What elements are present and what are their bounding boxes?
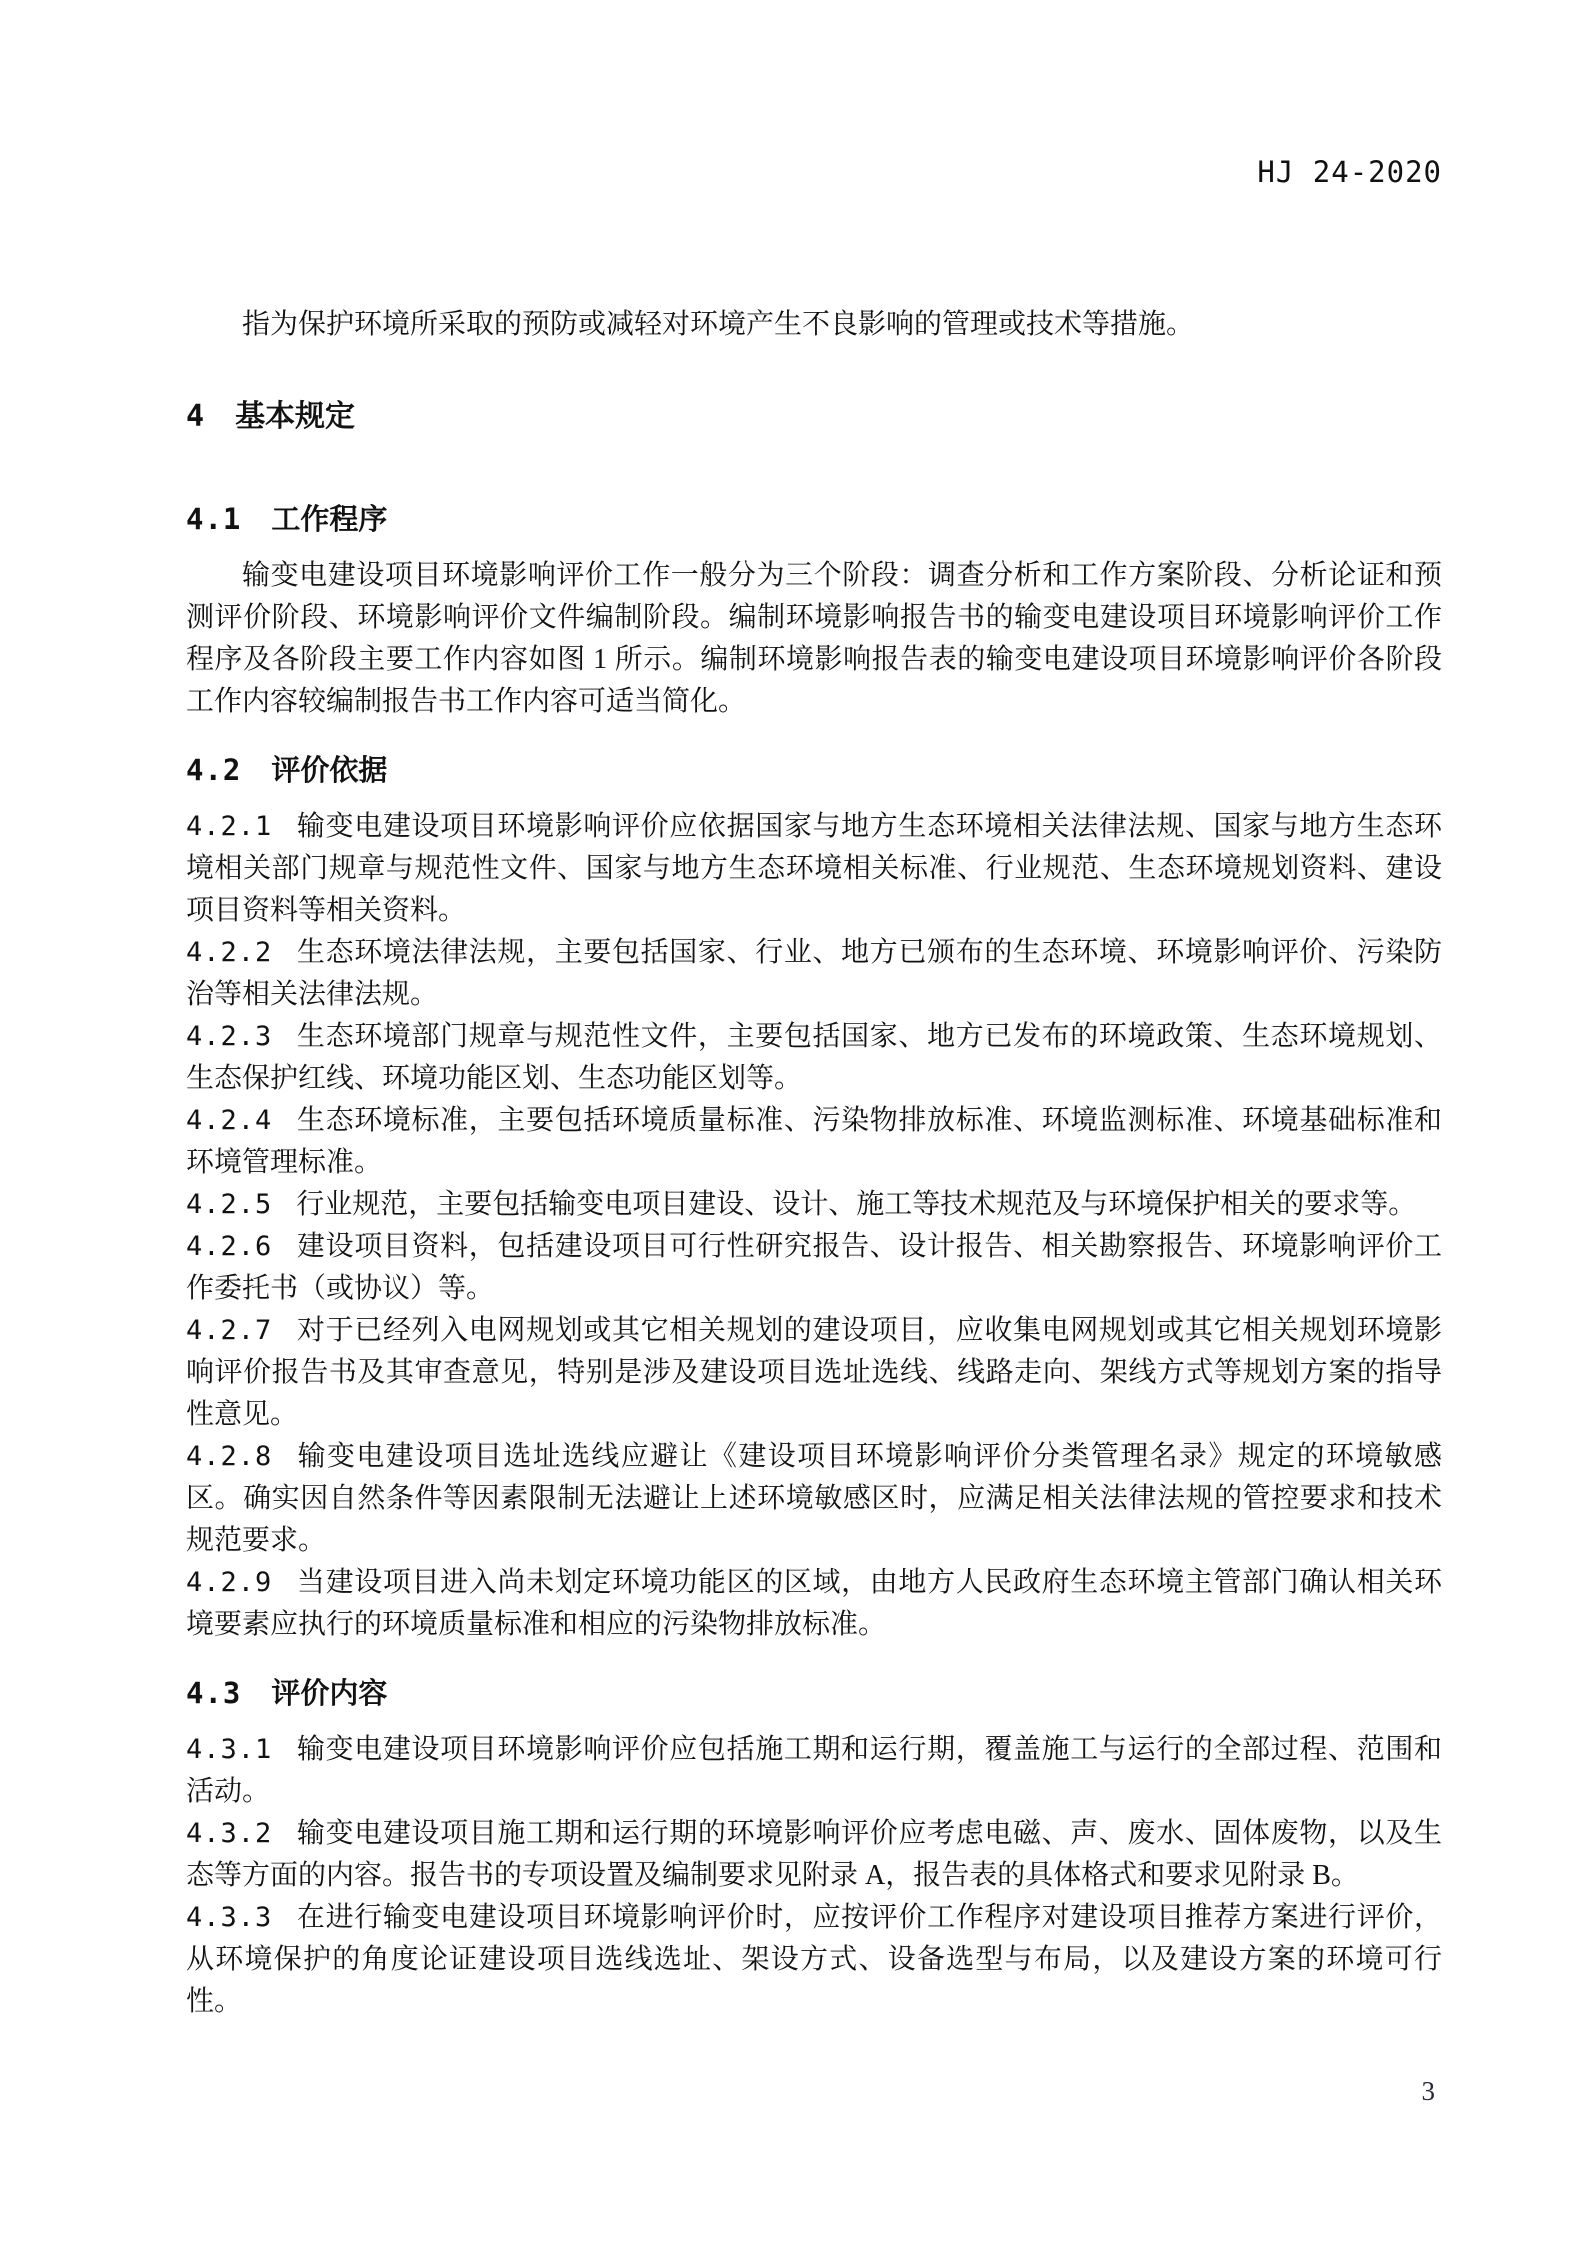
clause-text: 输变电建设项目施工期和运行期的环境影响评价应考虑电磁、声、废水、固体废物，以及生态等方面的内容。报告书的专项设置及编制要求见附录 A，报告表的具体格式和要求见附录 B。 <box>186 1818 1442 1891</box>
clause-number: 4.2.6 <box>186 1231 273 1262</box>
subsection-title: 评价依据 <box>271 755 388 787</box>
subsection-heading-4-1 <box>186 498 1442 541</box>
subsection-number: 4.2 <box>186 753 242 787</box>
clause-4-3-1 <box>186 1729 1442 1813</box>
subsection-number: 4.3 <box>186 1676 242 1710</box>
section-heading-4 <box>186 396 1442 438</box>
clause-number: 4.3.1 <box>186 1734 273 1765</box>
clause-4-3-3 <box>186 1897 1442 2023</box>
subsection-number: 4.1 <box>186 502 242 536</box>
clause-4-2-7 <box>186 1310 1442 1436</box>
page-number: 3 <box>1421 2076 1435 2106</box>
subsection-heading-4-2 <box>186 749 1442 792</box>
clause-number: 4.2.9 <box>186 1567 273 1598</box>
clause-number: 4.2.5 <box>186 1189 273 1220</box>
clause-text: 建设项目资料，包括建设项目可行性研究报告、设计报告、相关勘察报告、环境影响评价工作委托书（或协议）等。 <box>186 1231 1442 1304</box>
clause-number: 4.2.4 <box>186 1105 273 1136</box>
clause-number: 4.2.2 <box>186 937 273 968</box>
section-number: 4 <box>186 399 206 434</box>
clause-text: 行业规范，主要包括输变电项目建设、设计、施工等技术规范及与环境保护相关的要求等。 <box>296 1189 1417 1220</box>
clause-text: 生态环境法律法规，主要包括国家、行业、地方已颁布的生态环境、环境影响评价、污染防治等相关法律法规。 <box>186 937 1442 1010</box>
subsection-title: 工作程序 <box>271 504 388 536</box>
clause-4-2-9 <box>186 1562 1442 1646</box>
paragraph-4-1: 输变电建设项目环境影响评价工作一般分为三个阶段：调查分析和工作方案阶段、分析论证和预测评价阶段、环境影响评价文件编制阶段。编制环境影响报告书的输变电建设项目环境影响评价工作程序及各阶段主要工作内容如图 1 所示。编制环境影响报告表的输变电建设项目环境影响评价各阶段工作内容较编制报告书工作内容可适当简化。 <box>186 560 1442 717</box>
clause-4-3-2 <box>186 1813 1442 1897</box>
clause-4-2-8 <box>186 1436 1442 1562</box>
intro-paragraph: 指为保护环境所采取的预防或减轻对环境产生不良影响的管理或技术等措施。 <box>242 309 1195 340</box>
clause-4-2-6 <box>186 1226 1442 1310</box>
section-title: 基本规定 <box>235 400 356 433</box>
clause-number: 4.2.8 <box>186 1441 273 1472</box>
clause-4-2-1 <box>186 806 1442 932</box>
clause-4-2-2 <box>186 932 1442 1016</box>
clause-number: 4.2.1 <box>186 811 273 842</box>
clause-text: 输变电建设项目环境影响评价应包括施工期和运行期，覆盖施工与运行的全部过程、范围和活动。 <box>186 1734 1442 1807</box>
clause-4-2-3 <box>186 1016 1442 1100</box>
clause-4-2-5 <box>186 1184 1442 1226</box>
subsection-title: 评价内容 <box>271 1678 388 1710</box>
clause-text: 生态环境部门规章与规范性文件，主要包括国家、地方已发布的环境政策、生态环境规划、生态保护红线、环境功能区划、生态功能区划等。 <box>186 1021 1442 1094</box>
clause-number: 4.3.3 <box>186 1902 273 1933</box>
subsection-heading-4-3 <box>186 1672 1442 1715</box>
clause-text: 在进行输变电建设项目环境影响评价时，应按评价工作程序对建设项目推荐方案进行评价，从环境保护的角度论证建设项目选线选址、架设方式、设备选型与布局，以及建设方案的环境可行性。 <box>186 1902 1442 2017</box>
standard-number-header: HJ 24-2020 <box>1257 155 1442 189</box>
clause-number: 4.2.3 <box>186 1021 273 1052</box>
clause-number: 4.2.7 <box>186 1315 273 1346</box>
clause-number: 4.3.2 <box>186 1818 273 1849</box>
clause-text: 输变电建设项目环境影响评价应依据国家与地方生态环境相关法律法规、国家与地方生态环境相关部门规章与规范性文件、国家与地方生态环境相关标准、行业规范、生态环境规划资料、建设项目资料等相关资料。 <box>186 811 1442 926</box>
clause-text: 生态环境标准，主要包括环境质量标准、污染物排放标准、环境监测标准、环境基础标准和环境管理标准。 <box>186 1105 1442 1178</box>
clause-text: 输变电建设项目选址选线应避让《建设项目环境影响评价分类管理名录》规定的环境敏感区。确实因自然条件等因素限制无法避让上述环境敏感区时，应满足相关法律法规的管控要求和技术规范要求。 <box>186 1441 1442 1556</box>
clause-text: 当建设项目进入尚未划定环境功能区的区域，由地方人民政府生态环境主管部门确认相关环境要素应执行的环境质量标准和相应的污染物排放标准。 <box>186 1567 1442 1640</box>
clause-text: 对于已经列入电网规划或其它相关规划的建设项目，应收集电网规划或其它相关规划环境影响评价报告书及其审查意见，特别是涉及建设项目选址选线、线路走向、架线方式等规划方案的指导性意见。 <box>186 1315 1442 1430</box>
clause-4-2-4 <box>186 1100 1442 1184</box>
